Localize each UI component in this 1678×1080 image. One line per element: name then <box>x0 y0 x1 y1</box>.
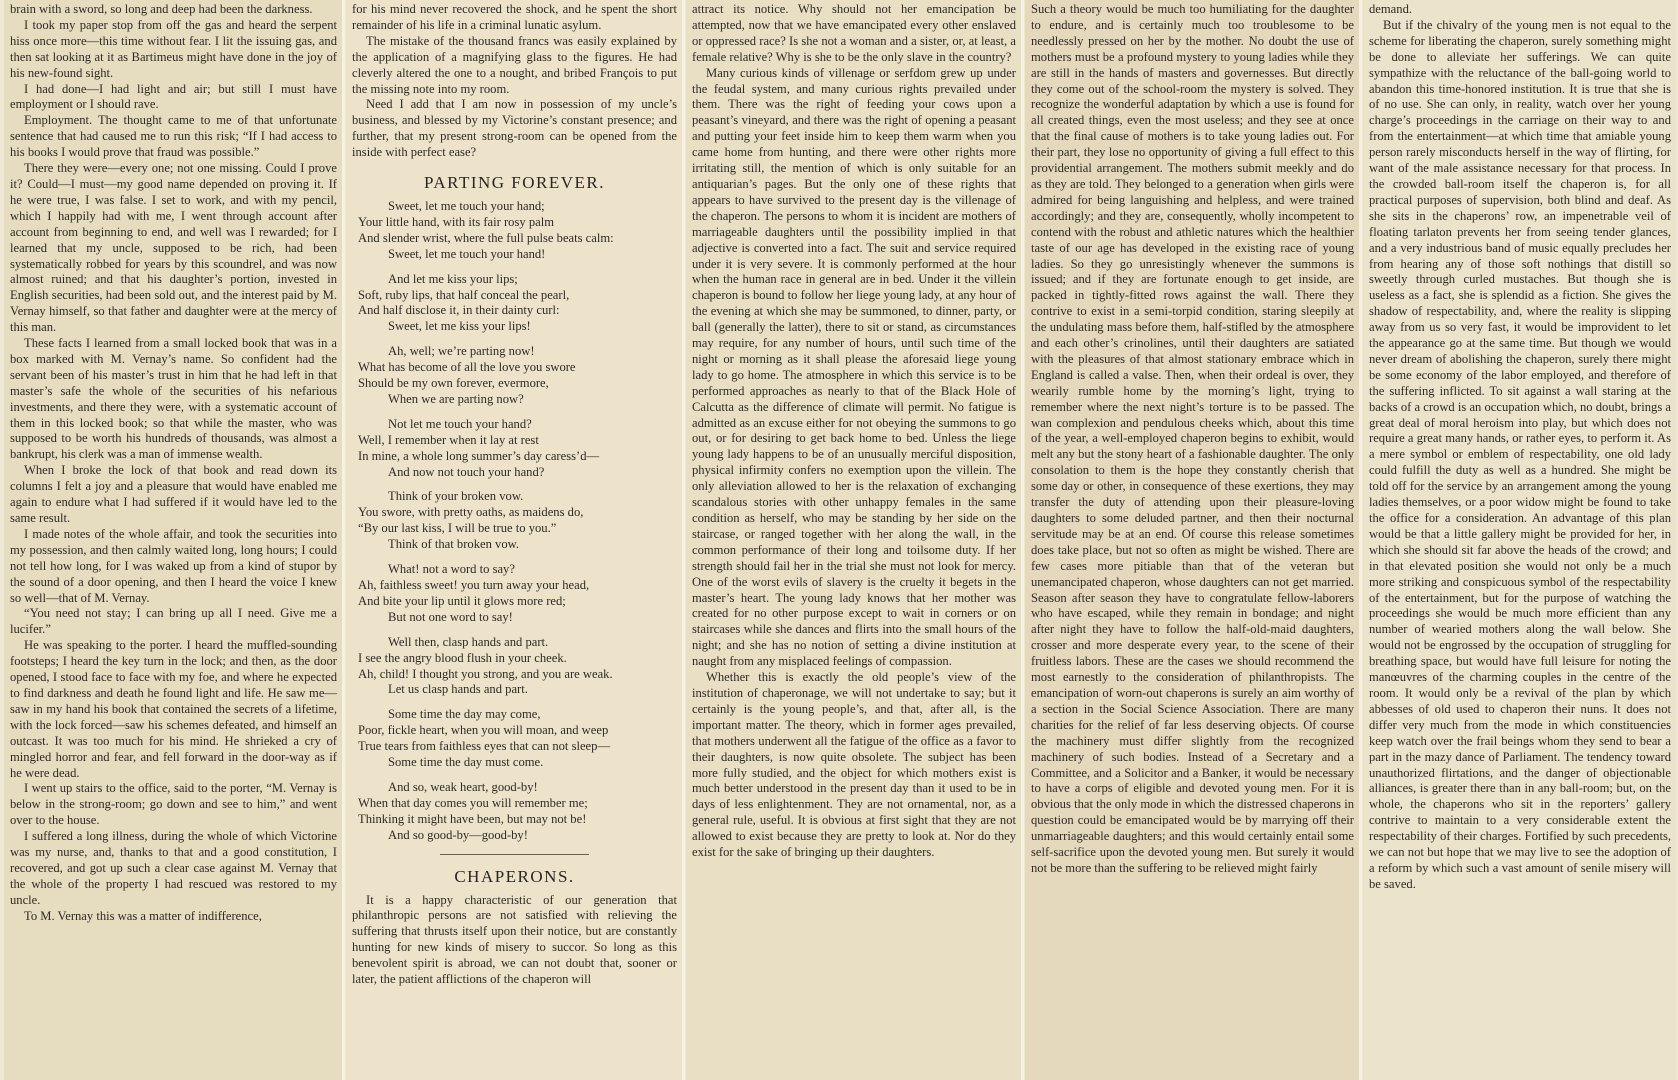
poem-line: Sweet, let me kiss your lips! <box>388 319 531 334</box>
poem-stanza <box>358 272 677 336</box>
poem-line: What! not a word to say? <box>388 562 515 577</box>
poem-line: Think of that broken vow. <box>388 537 520 552</box>
poem-line: I see the angry blood flush in your cheek. <box>358 650 567 665</box>
essay-title: CHAPERONS. <box>454 866 575 886</box>
poem-parting-forever <box>358 199 677 844</box>
paragraph: I made notes of the whole affair, and took the securities into my possession, and then calmly waited long, long hours; I could not tell how long, for I was waked up from a kind of stupor by the sound of a door opening, and then I heard the voice I knew so well—that of M. Vernay. <box>10 526 337 605</box>
paragraph: I went up stairs to the office, said to the porter, “M. Vernay is below in the strong-room; go down and see to him,” and went over to the house. <box>10 781 337 828</box>
paragraph: I had done—I had light and air; but still I must have employment or I should rave. <box>10 81 337 112</box>
paragraph: These facts I learned from a small locked book that was in a box marked with M. Vernay’s name. So confident had the servant been of his master’s trust in him that he had left in that master’s safe the whole of the securities of his nefarious investments, and there they were, with a systematic account of them in this locked book; so that while the master, who was supposed to be worth his hundreds of thousands, was almost a bankrupt, his clerk was a man of immense wealth. <box>10 336 337 462</box>
poem-line: Poor, fickle heart, when you will moan, and weep <box>358 723 609 738</box>
poem-line: Should be my own forever, evermore, <box>358 376 549 391</box>
poem-line: Your little hand, with its fair rosy palm <box>358 214 555 229</box>
paragraph: for his mind never recovered the shock, and he spent the short remainder of his life in a criminal lunatic asylum. <box>352 2 677 32</box>
paragraph: Need I add that I am now in possession of my uncle’s business, and blessed by my Victorine’s constant presence; and further, that my present strong-room can be opened from the inside with perfect ease? <box>352 97 677 160</box>
poem-stanza <box>358 635 677 699</box>
poem-line: Some time the day must come. <box>388 755 544 770</box>
paragraph: Such a theory would be much too humiliating for the daughter to endure, and is certainly much too troublesome to be needlessly pressed on her by the mother. No doubt the use of mothers must be a profound mystery to young ladies while they are still in the hands of masters and governesses. But directly they come out of the school-room the mystery is solved. They recognize the wonderful adaptation by which a use is found for all created things, even the most useless; and they see at once that the final cause of mothers is to take young ladies out. For their part, they lose no opportunity of giving a full effect to this providential arrangement. The mothers submit meekly and do as they are told. They belonged to a generation when girls were admired for being languishing and helpless, and were trained accordingly; and they are, consequently, wholly incompetent to contend with the robust and athletic natures which the healthier taste of our age has developed in the existing race of young ladies. So they go unresistingly whenever the summons is issued; and if they are fortunate enough to get inside, are packed in tightly-fitted rows against the wall. There they contrive to exist in a semi-torpid condition, staring sleepily at the undulating mass before them, half-stifled by the atmosphere and each other’s crinolines, until their daughters are satiated with the pleasures of that almost stationary embrace which in England is called a valse. Then, when their ordeal is over, they wearily rumble home by the morning’s light, trying to remember where the next night’s torture is to be passed. The wan complexion and pendulous cheeks which, about this time of the year, a well-employed chaperon begins to exhibit, would melt any but the stony heart of a fashionable daughter. The only consolation to them is the hope they constantly cherish that some day or other, in consequence of these exertions, they may transfer the duty of attending upon their pleasure-loving daughters to some deluded partner, and then their nocturnal servitude may be at an end. Of course this release sometimes does take place, but not so often as might be wished. There are few cases more pitiable than that of the veteran but unemancipated chaperon, whose daughters can not get married. Season after season they have to congratulate fellow-laborers who have escaped, while they remain in bondage; and night after night they have to follow the half-old-maid daughters, crosser and more desperate every year, to the scene of their fruitless labors. These are the cases we should recommend the most earnestly to the consideration of philanthropists. The emancipation of worn-out chaperons is surely an aim worthy of a section in the Social Science Association. There are many charities for the relief of far less deserving objects. Of course the machinery must differ slightly from the recognized machinery of such bodies. Instead of a Secretary and a Committee, and a Solicitor and a Banker, it would be necessary to have a corps of eligible and devoted young men. For it is obvious that the only mode in which the distressed chaperons in question could be emancipated would be by marrying off their unmarriageable daughters; and this would certainly entail some self-sacrifice upon the devoted young men. But surely it would not be more than the suffering to be relieved might fairly <box>1031 2 1354 875</box>
poem-line: Some time the day may come, <box>388 707 541 722</box>
paragraph: There they were—every one; not one missing. Could I prove it? Could—I must—my good name depended on proving it. If he were true, I was false. I set to work, and with my pencil, which I happily had with me, I went through account after account from beginning to end, and well was I rewarded; for I learned that my uncle, supposed to be rich, had been systematically robbed for years by this scoundrel, and was now almost ruined; and that his daughter’s portion, invested in English securities, had been sold out, and the interest paid by M. Vernay himself, so that father and daughter were at the mercy of this man. <box>10 161 337 335</box>
poem-line: Let us clasp hands and part. <box>388 682 528 697</box>
poem-line: Sweet, let me touch your hand; <box>388 198 545 213</box>
poem-stanza <box>358 562 677 626</box>
poem-line: And bite your lip until it glows more red; <box>358 593 566 608</box>
paragraph: “You need not stay; I can bring up all I need. Give me a lucifer.” <box>10 606 337 637</box>
paragraph: But if the chivalry of the young men is not equal to the scheme for liberating the chaperon, surely something might be done to alleviate her sufferings. We can quite sympathize with the reluctance of the ball-going world to abandon this time-honored institution. It is true that she is of no use. She can only, in reality, watch over her young charge’s proceedings in the carriage on their way to and from the entertainment—at which time that amiable young person rarely misconducts herself in the way of flirting, for want of the male assistance necessary for that process. In the crowded ball-room itself the chaperon is, for all practical purposes of supervision, both blind and deaf. As she sits in the chaperons’ row, an impenetrable veil of floating tarlaton prevents her from seeing tender glances, and a very industrious band of music equally precludes her from hearing any of those soft nothings that distill so sweetly through curled mustaches. But though she is useless as a fact, she is splendid as a fiction. She gives the shadow of respectability, and, where the reality is slipping away from us so very fast, it would be improvident to let the appearance go at the same time. But though we would never dream of abolishing the chaperon, surely there might be some economy of the labor employed, and therefore of the suffering inflicted. To sit against a wall staring at the backs of a crowd is an occupation which, no doubt, brings a great deal of moral heroism into play, but which does not require a great many hands, or rather eyes, to perform it. As a mere symbol or emblem of respectability, one old lady could fulfill the duty as well as a hundred. She might be told off for the service by an arrangement among the young ladies themselves, or a poor widow might be found to take the office for a consideration. An advantage of this plan would be that a little gallery might be provided for her, in which she should sit far above the heads of the crowd; and in that elevated position she would not only be a much more striking and conspicuous symbol of the respectability of the entertainment, but for the purpose of watching the proceedings she would be much more efficient than any number of wearied mothers along the wall below. She would not be engrossed by the occupation of struggling for breathing space, but would have full leisure for noting the manœuvres of the charming couples in the centre of the room. It would only be a revival of the plan by which abbesses of old used to chaperon their nuns. It does not differ very much from the mode in which constituencies keep watch over the frail beings whom they send to bear a part in the mazy dance of Parliament. The tendency toward unauthorized flirtations, and the danger of objectionable alliances, is greater there than in any ball-room; but, on the whole, the chaperons who sit in the reporters’ gallery contrive to maintain to a very considerable extent the respectability of their charges. Fortified by such precedents, we can not but hope that we may live to see the adoption of a reform by which such a vast amount of senile misery will be saved. <box>1369 17 1671 891</box>
paragraph: I suffered a long illness, during the whole of which Victorine was my nurse, and, thanks to that and a good constitution, I recovered, and got up such a clear case against M. Vernay that the whole of the property I had rescued was restored to my uncle. <box>10 829 337 907</box>
poem-line: When that day comes you will remember me; <box>358 795 588 810</box>
poem-line: And so good-by—good-by! <box>388 827 528 842</box>
poem-line: And now not touch your hand? <box>388 464 545 479</box>
paragraph: To M. Vernay this was a matter of indifference, <box>24 908 262 923</box>
poem-line: Thinking it might have been, but may not be! <box>358 811 587 826</box>
poem-stanza <box>358 489 677 553</box>
poem-line: You swore, with pretty oaths, as maidens do, <box>358 505 584 520</box>
poem-line: But not one word to say! <box>388 609 513 624</box>
poem-line: And let me kiss your lips; <box>388 271 518 286</box>
column-2 <box>346 0 682 1080</box>
paragraph: He was speaking to the porter. I heard the muffled-sounding footsteps; I heard the key turn in the lock; and then, as the door opened, I stood face to face with my foe, and where he expected to find darkness and death he found light and life. He saw me—saw in my hand his book that contained the secrets of a lifetime, with the lock forced—saw his schemes defeated, and himself an outcast. It was too much for his mind. He shrieked a cry of mingled horror and fear, and fell forward in the door-way as if he were dead. <box>10 638 337 780</box>
poem-line: Think of your broken vow. <box>388 489 524 504</box>
poem-line: What has become of all the love you swore <box>358 360 576 375</box>
poem-stanza <box>358 707 677 771</box>
poem-line: Ah, faithless sweet! you turn away your head, <box>358 578 590 592</box>
paragraph: It is a happy characteristic of our generation that philanthropic persons are not satisfied with relieving the suffering that thrusts itself upon their notice, but are constantly hunting for new kinds of misery to succor. So long as this benevolent spirit is abroad, we can not doubt that, sooner or later, the patient afflictions of the chaperon will <box>352 892 677 987</box>
poem-line: Sweet, let me touch your hand! <box>388 246 546 261</box>
poem-stanza <box>358 199 677 263</box>
poem-line: When we are parting now? <box>388 391 524 406</box>
poem-line: Well, I remember when it lay at rest <box>358 432 539 447</box>
poem-line: Not let me touch your hand? <box>388 416 532 431</box>
poem-line: Ah, child! I thought you strong, and you are weak. <box>358 666 613 681</box>
poem-line: Ah, well; we’re parting now! <box>388 344 535 359</box>
paragraph: brain with a sword, so long and deep had been the darkness. <box>10 2 313 16</box>
section-divider <box>440 854 590 855</box>
paragraph: The mistake of the thousand francs was easily explained by the application of a magnifying glass to the figures. He had cleverly altered the one to a nought, and bribed François to put the missing note into my room. <box>352 33 677 96</box>
paragraph: demand. <box>1369 2 1413 16</box>
paragraph: When I broke the lock of that book and read down its columns I felt a joy and a pleasure that would have enabled me again to endure what I had suffered if it would have led to the same result. <box>10 463 337 525</box>
poem-title: PARTING FOREVER. <box>423 173 606 193</box>
column-gap <box>682 0 685 1080</box>
column-gap <box>1021 0 1024 1080</box>
column-1 <box>4 0 342 1080</box>
poem-line: And so, weak heart, good-by! <box>388 779 538 794</box>
column-3 <box>686 0 1021 1080</box>
column-4 <box>1025 0 1359 1080</box>
paragraph: I took my paper stop from off the gas and heard the serpent hiss once more—this time without fear. I lit the issuing gas, and then sat looking at it as Bartimeus might have done in the joy of his new-found sight. <box>10 17 337 80</box>
paragraph: attract its notice. Why should not her emancipation be attempted, now that we have emancipated every other enslaved or oppressed race? Is she not a woman and a sister, or, at least, a female relative? Why is she to be the only slave in the country? <box>692 2 1016 64</box>
paragraph: Employment. The thought came to me of that unfortunate sentence that had caused me to run this risk; “If I had access to his books I would prove that fraud was possible.” <box>10 113 337 160</box>
column-gap <box>1359 0 1362 1080</box>
paragraph: Whether this is exactly the old people’s view of the institution of chaperonage, we will not undertake to say; but it certainly is the young people’s, and that, after all, is the important matter. The theory, which in former ages prevailed, that mothers underwent all the fatigue of the office as a favor to their daughters, is now quite obsolete. The subject has been more fully studied, and the object for which mothers exist is much better understood in the present day than it used to be in days of less enlightenment. They are not ornamental, nor, as a general rule, useful. It is obvious at first sight that they are not allowed to exist because they are pretty to look at. Nor do they exist for the sake of bringing up their daughters. <box>692 670 1016 860</box>
poem-line: And half disclose it, in their dainty curl: <box>358 303 560 318</box>
poem-line: Well then, clasp hands and part. <box>388 634 549 649</box>
essay-chaperons-start <box>352 893 677 988</box>
poem-line: True tears from faithless eyes that can not sleep— <box>358 739 611 754</box>
poem-stanza <box>358 344 677 408</box>
poem-line: “By our last kiss, I will be true to you.” <box>358 521 557 536</box>
poem-stanza <box>358 780 677 844</box>
paragraph: Many curious kinds of villenage or serfdom grew up under the feudal system, and many curious rights prevailed under them. There was the right of feeding your cows upon a peasant’s vineyard, and there was the right of opening a peasant and putting your feet inside him to keep them warm when you came home from hunting, and there were other rights more irritating still, the mention of which is only suitable for an antiquarian’s pages. But the only one of these rights that appears to have survived to the present day is the villenage of the chaperon. The persons to whom it is incident are mothers of marriageable daughters until the possibility implied in that adjective is converted into a fact. The suit and service required under it is very severe. It is commonly performed at the hour when the human race in general are in bed. Under it the villein chaperon is bound to follow her liege young lady, at any hour of the evening at which she may be summoned, to dinner, party, or ball (generally the latter), there to sit or stand, as circumstances may require, for any number of hours, until such time of the night or morning as it shall please the aforesaid liege young lady to go home. The atmosphere in which this service is to be performed approaches as nearly to that of the Black Hole of Calcutta as the difference of climate will permit. No fatigue is admitted as an excuse either for not obeying the summons to go out, or for desiring to get back home to bed. Unless the liege young lady happens to be of an unusually merciful disposition, physical infirmity confers no exemption upon the villein. The only alleviation allowed to her is the relaxation of exchanging scandalous stories with other unhappy females in the same condition as herself, who may be standing by her side on the staircase, or ranged together with her along the wall, in the common performance of their long and toilsome duty. If her strength should fail her in the trial she must not look for mercy. One of the worst evils of slavery is the cruelty it begets in the master’s heart. The young lady knows that her mother was created for no other purpose except to wait in corners or on staircases while she dances and flirts into the small hours of the night; and she has no notion of setting a divine institution at naught from any misplaced feelings of compassion. <box>692 65 1016 669</box>
poem-line: In mine, a whole long summer’s day caress’d— <box>358 448 600 463</box>
poem-line: And slender wrist, where the full pulse beats calm: <box>358 230 614 245</box>
poem-line: Soft, ruby lips, that half conceal the pearl, <box>358 287 570 302</box>
story-ending <box>352 2 677 161</box>
poem-stanza <box>358 417 677 481</box>
column-5 <box>1363 0 1676 1080</box>
column-gap <box>342 0 345 1080</box>
